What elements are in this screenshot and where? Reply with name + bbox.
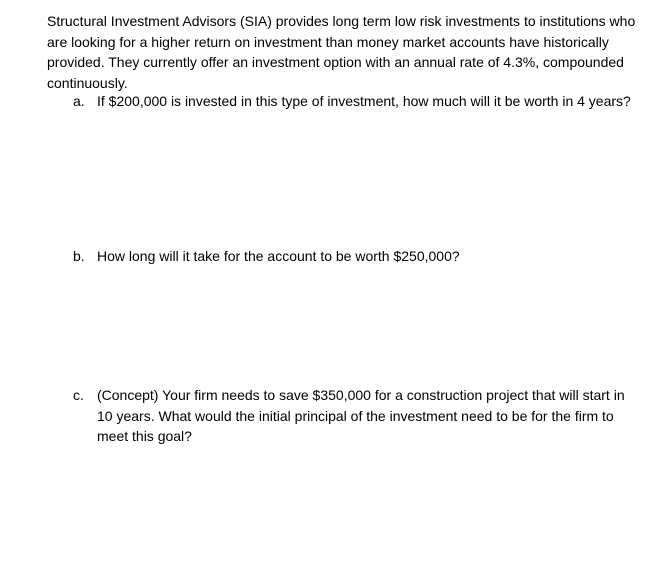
intro-paragraph: Structural Investment Advisors (SIA) provides long term low risk investments to institutions who are looking for a higher return on investment than money market accounts have historically provided. They currently offer an investment option with an annual rate of 4.3%, compounded continuously. [47,13,636,91]
question-a-text: If $200,000 is invested in this type of investment, how much will it be worth in 4 years? [97,93,631,109]
question-b [73,246,633,267]
question-c-marker: c. [73,387,84,403]
question-b-text: How long will it take for the account to be worth $250,000? [97,248,460,264]
question-c [73,385,633,447]
question-c-text: (Concept) Your firm needs to save $350,000 for a construction project that will start in 10 years. What would the initial principal of the investment need to be for the firm to meet this goal? [97,387,625,444]
question-a [73,91,633,112]
question-b-marker: b. [73,248,85,264]
question-a-marker: a. [73,93,85,109]
